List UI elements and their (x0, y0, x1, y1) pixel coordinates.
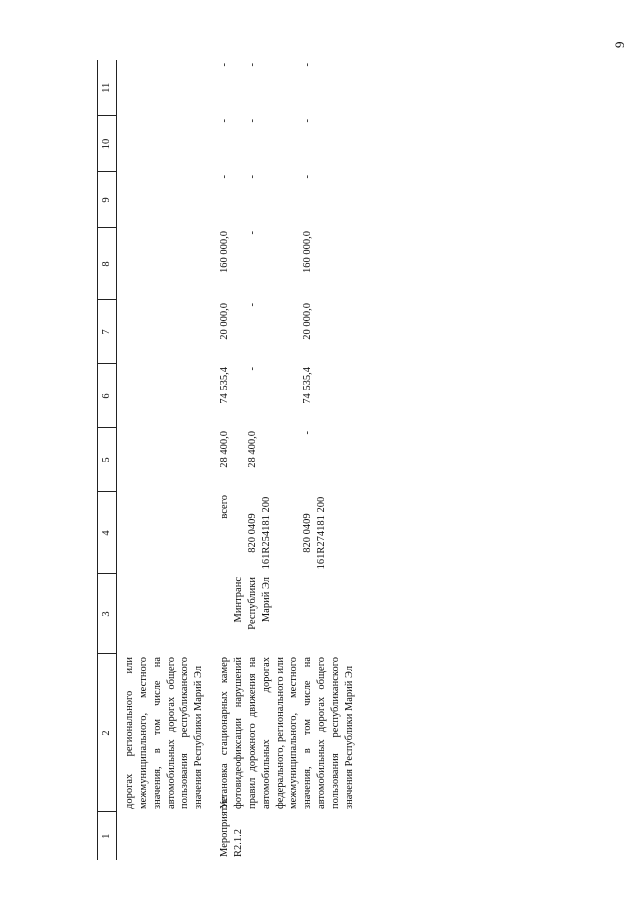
budget-table-sheet (97, 60, 630, 860)
table-row (218, 60, 246, 860)
value-cell: 74 535,4 (302, 367, 314, 404)
value-cell: - (302, 431, 314, 435)
value-cell: 28 400,0 (219, 431, 231, 468)
budget-table (97, 60, 357, 860)
value-cell: 28 400,0 (246, 431, 258, 468)
measure-name: Установка стационарных камер фотовидеофиксации нарушений правил дорожного движения на автомобильных дорогах федерального, регионального или межмуниципального, местного значения, в том числе на автомобильных дорогах общего пользования республиканского значения Республики Марий Эл (219, 657, 355, 809)
value-cell: 160 000,0 (219, 231, 231, 273)
value-cell: - (246, 303, 258, 307)
page-number: 9 (612, 41, 627, 48)
value-cell: - (246, 367, 258, 371)
code-cell (117, 812, 219, 860)
column-number: 8 (98, 228, 117, 300)
value-cell: 20 000,0 (219, 303, 231, 340)
continuation-row (117, 60, 219, 860)
value-cell: - (302, 175, 314, 179)
kbk-cell: всего (219, 495, 231, 519)
value-cell: - (246, 231, 258, 235)
column-number: 10 (98, 116, 117, 172)
column-number: 4 (98, 492, 117, 574)
measure-code: Мероприятие R2.1.2 (219, 796, 245, 857)
column-number: 2 (98, 654, 117, 812)
value-cell: 160 000,0 (302, 231, 314, 273)
value-cell: - (219, 119, 231, 123)
continuation-text: дорогах регионального или межмуниципального, местного значения, в том числе на автомобильных дорогах общего пользования республиканского значения Республики Марий Эл (124, 657, 205, 809)
column-number: 7 (98, 300, 117, 364)
value-cell: - (302, 119, 314, 123)
column-number: 9 (98, 172, 117, 228)
kbk-cell: 820 0409 161R274181 200 (302, 496, 328, 570)
column-number-row (98, 60, 117, 860)
column-number: 3 (98, 574, 117, 654)
value-cell: - (246, 119, 258, 123)
column-number: 11 (98, 60, 117, 116)
value-cell: - (219, 175, 231, 179)
kbk-cell: 820 0409 161R254181 200 (246, 496, 272, 570)
value-cell: 74 535,4 (219, 367, 231, 404)
value-cell: - (219, 63, 231, 67)
column-number: 1 (98, 812, 117, 860)
value-cell: - (302, 63, 314, 67)
column-number: 6 (98, 364, 117, 428)
executor: Минтранс Республики Марий Эл (233, 577, 272, 630)
value-cell: - (246, 175, 258, 179)
column-number: 5 (98, 428, 117, 492)
value-cell: - (246, 63, 258, 67)
value-cell: 20 000,0 (302, 303, 314, 340)
